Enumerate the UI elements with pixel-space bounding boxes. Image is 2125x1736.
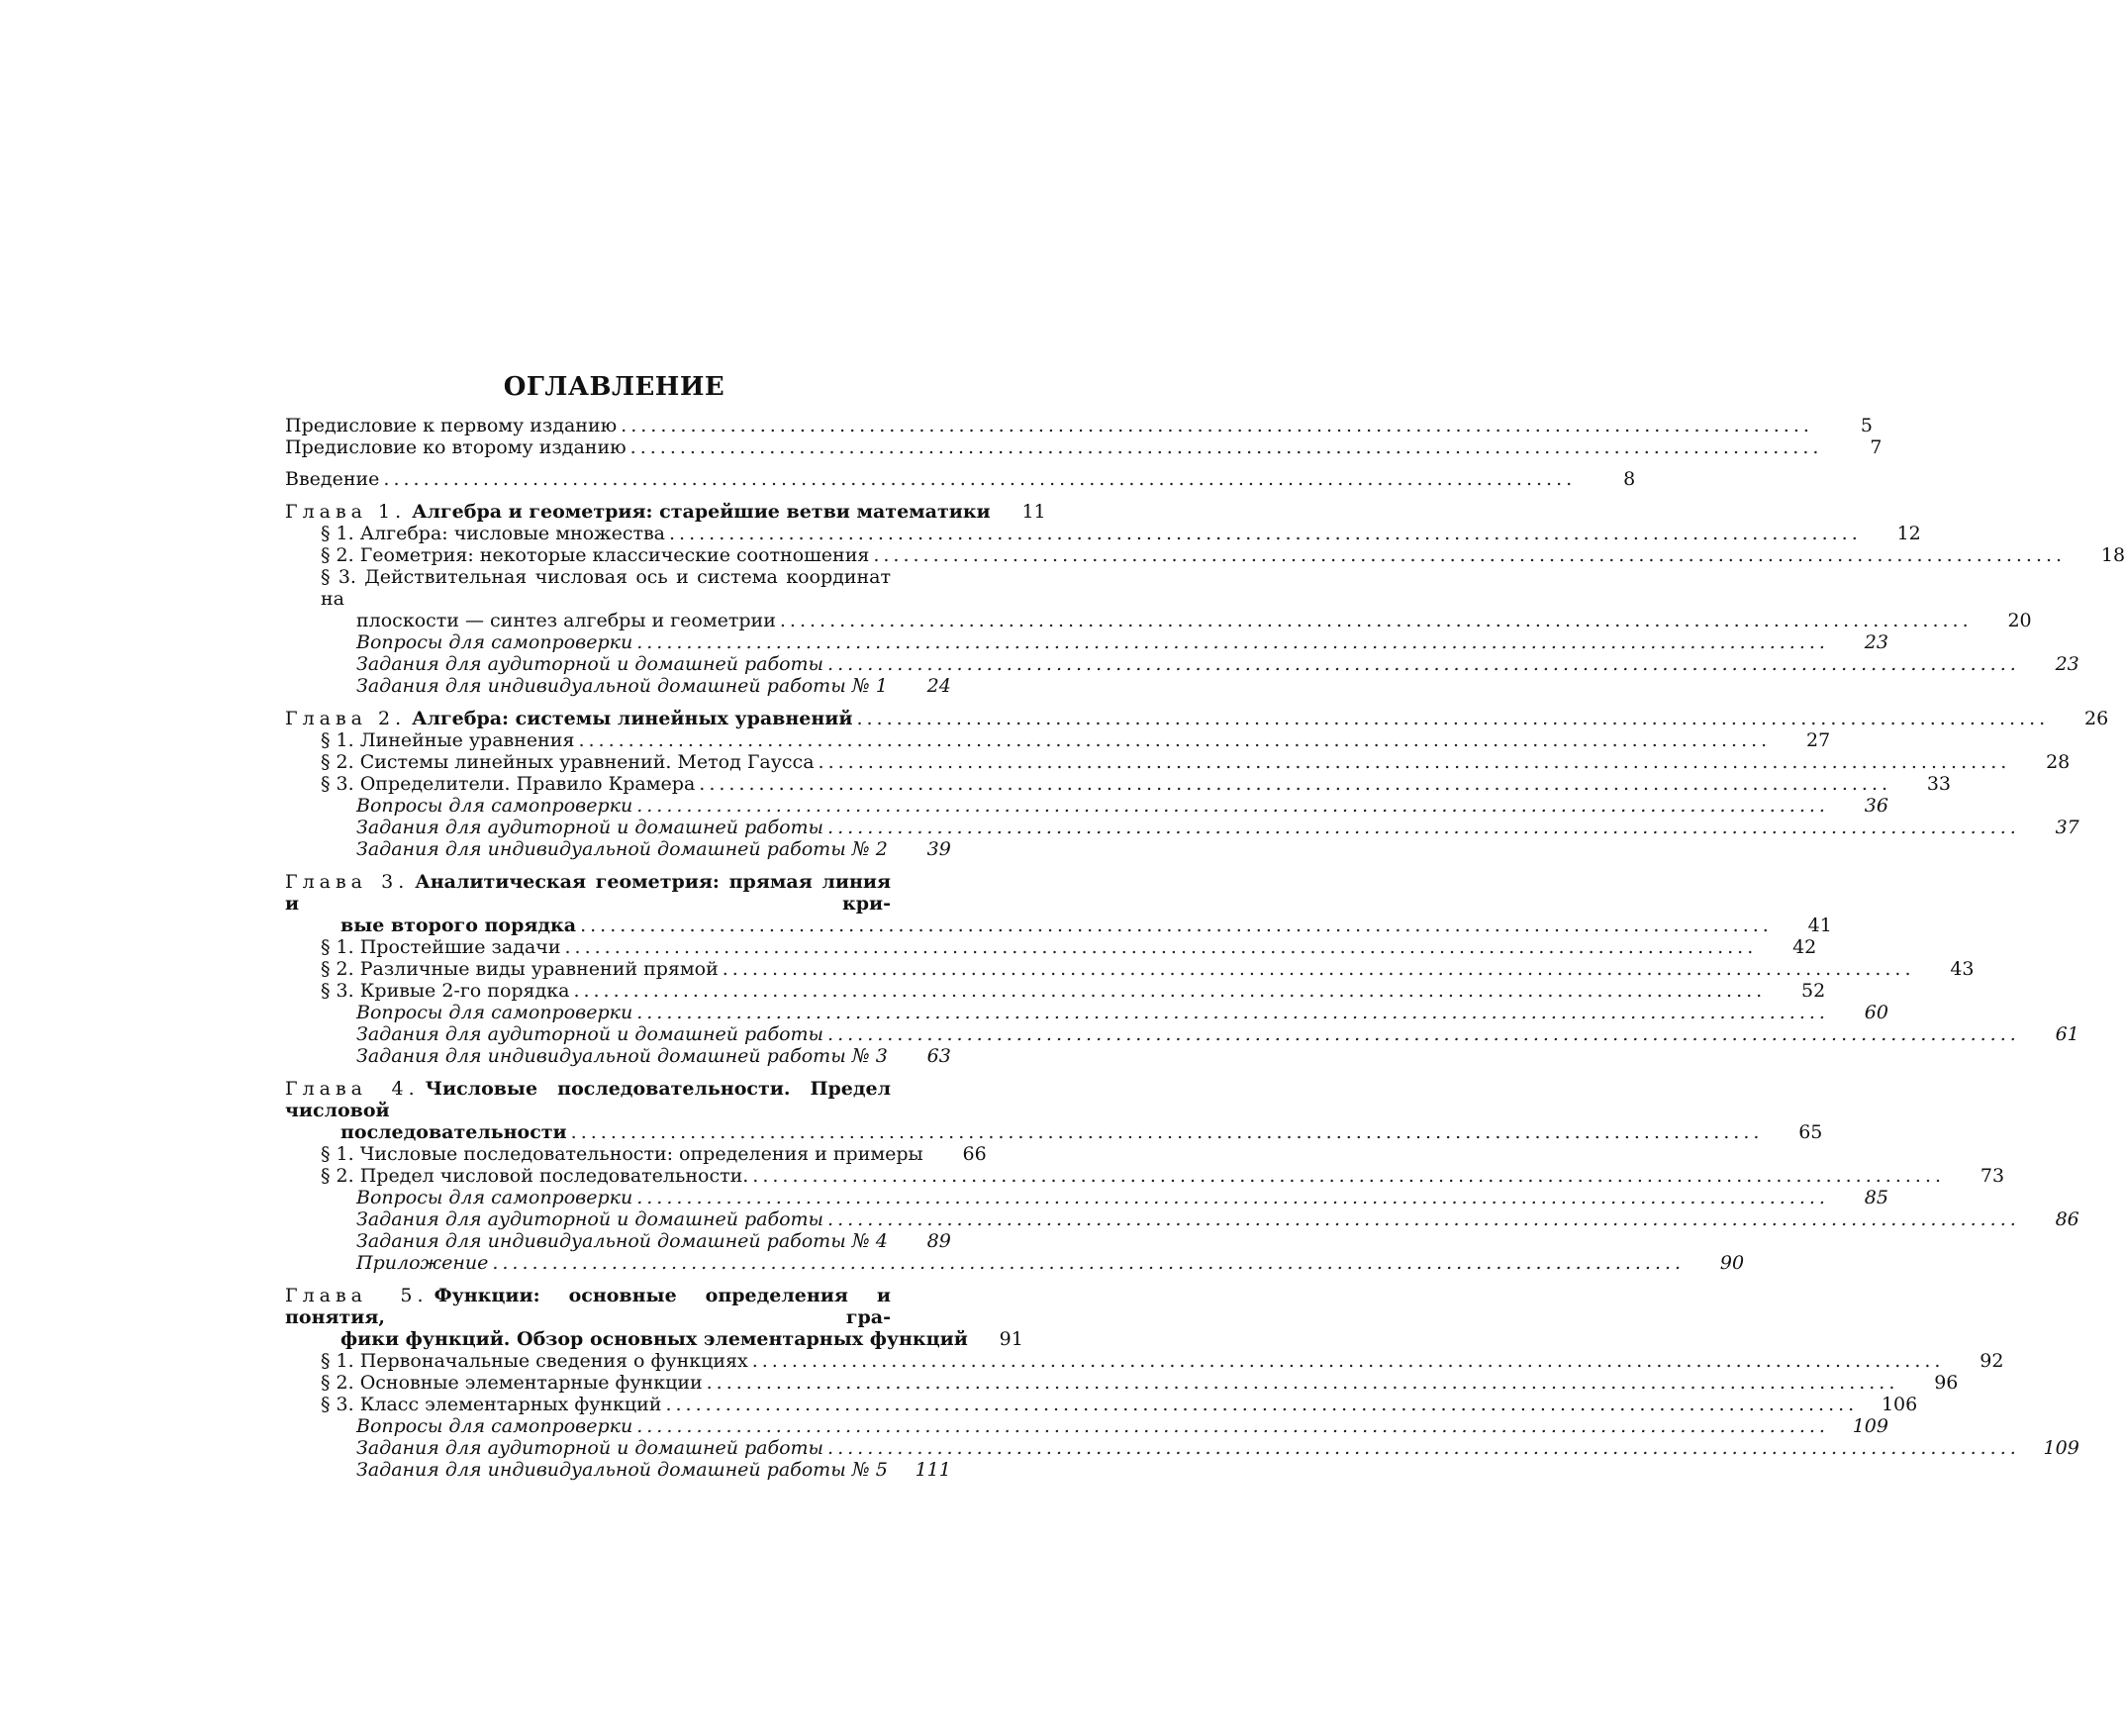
leader-dots: ........................................................................................................................ xyxy=(827,1437,2020,1459)
toc-extra[interactable] xyxy=(285,1187,1888,1208)
entry-text: § 1. Первоначальные сведения о функциях xyxy=(321,1350,748,1372)
leader-dots: ........................................................................................................................ xyxy=(751,1350,1945,1372)
entry-page: 96 xyxy=(1934,1372,1959,1394)
entry-page: 8 xyxy=(1623,468,1636,490)
leader-dots: ........................................................................................................................ xyxy=(629,436,1823,458)
toc-section[interactable] xyxy=(285,544,2125,566)
entry-page: 109 xyxy=(2043,1437,2079,1459)
entry-text: § 1. Числовые последовательности: определения и примеры xyxy=(321,1143,923,1165)
chapter-label: Глава 3. xyxy=(285,871,410,893)
leader-dots: ........................................................................................................................ xyxy=(580,915,1773,936)
toc-section[interactable] xyxy=(285,751,2071,773)
entry-text: § 1. Алгебра: числовые множества xyxy=(321,523,665,544)
entry-page: 65 xyxy=(1798,1121,1823,1143)
leader-dots: ........................................................................................................................ xyxy=(873,544,2067,566)
toc-chapter-2[interactable] xyxy=(285,708,2109,729)
entry-text: Задания для аудиторной и домашней работы xyxy=(356,1208,824,1230)
leader-dots: ........................................................................................................................ xyxy=(706,1372,1899,1394)
entry-text: Вопросы для самопроверки xyxy=(356,1415,633,1437)
entry-text: Предисловие ко второму изданию xyxy=(285,436,627,458)
leader-dots: ........................................................................................................................ xyxy=(564,936,1758,958)
toc-chapter-1[interactable] xyxy=(285,501,1046,523)
entry-text: § 2. Геометрия: некоторые классические соотношения xyxy=(321,544,870,566)
leader-dots: ........................................................................................................................ xyxy=(383,468,1577,490)
entry-text: Задания для индивидуальной домашней работы № 4 xyxy=(356,1230,888,1252)
entry-text: § 1. Линейные уравнения xyxy=(321,729,575,751)
leader-dots: ........................................................................................................................ xyxy=(665,1394,1859,1415)
entry-page: 11 xyxy=(1021,501,1046,523)
leader-dots: ........................................................................................................................ xyxy=(570,1121,1764,1143)
entry-text: Вопросы для самопроверки xyxy=(356,631,633,653)
chapter-title: Алгебра и геометрия: старейшие ветви математики xyxy=(412,501,991,523)
toc-extra[interactable] xyxy=(285,675,951,697)
entry-page: 63 xyxy=(926,1045,951,1067)
entry-page: 28 xyxy=(2046,751,2071,773)
leader-dots: ........................................................................................................................ xyxy=(856,708,2050,729)
chapter-title: Функции: основные определения и понятия, гра- xyxy=(285,1285,892,1328)
toc-section[interactable] xyxy=(285,773,1952,795)
entry-page: 41 xyxy=(1807,915,1832,936)
entry-text: Задания для аудиторной и домашней работы xyxy=(356,653,824,675)
entry-text: Предисловие к первому изданию xyxy=(285,415,618,436)
toc-chapter-5[interactable] xyxy=(285,1285,946,1328)
toc-chapter-4-continued[interactable] xyxy=(285,1121,1823,1143)
entry-page: 85 xyxy=(1864,1187,1888,1208)
entry-text: § 3. Класс элементарных функций xyxy=(321,1394,662,1415)
toc-extra[interactable] xyxy=(285,1023,2079,1045)
entry-page: 92 xyxy=(1980,1350,2004,1372)
chapter-label: Глава 4. xyxy=(285,1078,420,1100)
entry-page: 42 xyxy=(1792,936,1817,958)
entry-page: 111 xyxy=(915,1459,951,1481)
chapter-title-continued: вые второго порядка xyxy=(340,915,577,936)
toc-chapter-4[interactable] xyxy=(285,1078,946,1121)
toc-extra[interactable] xyxy=(285,795,1888,817)
entry-text: Задания для индивидуальной домашней работы № 5 xyxy=(356,1459,888,1481)
leader-dots: ........................................................................................................................ xyxy=(621,415,1813,436)
chapter-label: Глава 2. xyxy=(285,708,407,729)
table-of-contents xyxy=(285,415,2125,1481)
toc-chapter-5-continued[interactable] xyxy=(285,1328,1023,1350)
entry-page: 5 xyxy=(1860,415,1873,436)
entry-page: 43 xyxy=(1950,958,1975,980)
toc-extra[interactable] xyxy=(285,1002,1888,1023)
toc-entry-preface-2[interactable] xyxy=(285,436,1883,458)
toc-section[interactable] xyxy=(285,566,946,610)
leader-dots: ........................................................................................................................ xyxy=(818,751,2011,773)
entry-page: 24 xyxy=(926,675,951,697)
toc-extra[interactable] xyxy=(285,817,2079,838)
leader-dots: ........................................................................................................................ xyxy=(492,1252,1686,1274)
chapter-title-continued: фики функций. Обзор основных элементарных функций xyxy=(340,1328,968,1350)
toc-extra[interactable] xyxy=(285,1252,1745,1274)
leader-dots: ........................................................................................................................ xyxy=(636,631,1829,653)
leader-dots: ........................................................................................................................ xyxy=(636,1415,1829,1437)
entry-page: 66 xyxy=(962,1143,987,1165)
entry-page: 23 xyxy=(1864,631,1888,653)
entry-text: Задания для индивидуальной домашней работы № 1 xyxy=(356,675,888,697)
entry-text: Приложение xyxy=(356,1252,489,1274)
leader-dots: ........................................................................................................................ xyxy=(827,1023,2020,1045)
entry-text: Задания для аудиторной и домашней работы xyxy=(356,1023,824,1045)
entry-text: Задания для индивидуальной домашней работы № 2 xyxy=(356,838,888,860)
toc-extra[interactable] xyxy=(285,1437,2079,1459)
toc-entry-preface-1[interactable] xyxy=(285,415,1873,436)
toc-section[interactable] xyxy=(285,1350,2004,1372)
entry-page: 23 xyxy=(2055,653,2079,675)
leader-dots: ........................................................................................................................ xyxy=(699,773,1892,795)
chapter-title: Числовые последовательности. Предел числовой xyxy=(285,1078,891,1121)
leader-dots: ........................................................................................................................ xyxy=(722,958,1915,980)
leader-dots: ........................................................................................................................ xyxy=(827,1208,2020,1230)
entry-page: 109 xyxy=(1852,1415,1888,1437)
entry-text: Введение xyxy=(285,468,380,490)
entry-text: § 2. Системы линейных уравнений. Метод Гаусса xyxy=(321,751,815,773)
leader-dots: ........................................................................................................................ xyxy=(636,1002,1829,1023)
toc-extra[interactable] xyxy=(285,1459,951,1481)
entry-page: 7 xyxy=(1870,436,1883,458)
toc-section[interactable] xyxy=(285,936,1817,958)
entry-page: 90 xyxy=(1719,1252,1745,1274)
toc-extra[interactable] xyxy=(285,1230,951,1252)
chapter-title-continued: последовательности xyxy=(340,1121,567,1143)
entry-text: Задания для аудиторной и домашней работы xyxy=(356,817,824,838)
toc-chapter-3-continued[interactable] xyxy=(285,915,1832,936)
toc-section[interactable] xyxy=(285,729,1831,751)
chapter-title: Алгебра: системы линейных уравнений xyxy=(412,708,853,729)
leader-dots: ........................................................................................................................ xyxy=(573,980,1767,1002)
toc-section[interactable] xyxy=(285,1394,1918,1415)
leader-dots: ........................................................................................................................ xyxy=(636,795,1829,817)
toc-extra[interactable] xyxy=(285,653,2079,675)
entry-text: § 3. Определители. Правило Крамера xyxy=(321,773,696,795)
toc-extra[interactable] xyxy=(285,838,951,860)
leader-dots: ........................................................................................................................ xyxy=(578,729,1772,751)
entry-page: 20 xyxy=(2007,610,2032,631)
leader-dots: ........................................................................................................................ xyxy=(827,653,2020,675)
entry-text: Вопросы для самопроверки xyxy=(356,795,633,817)
toc-extra[interactable] xyxy=(285,631,1888,653)
entry-page: 37 xyxy=(2055,817,2079,838)
entry-page: 36 xyxy=(1864,795,1888,817)
toc-section[interactable] xyxy=(285,1165,2005,1187)
entry-page: 12 xyxy=(1896,523,1921,544)
toc-section[interactable] xyxy=(285,958,1975,980)
chapter-label: Глава 5. xyxy=(285,1285,429,1306)
toc-section[interactable] xyxy=(285,1143,987,1165)
entry-text: Задания для индивидуальной домашней работы № 3 xyxy=(356,1045,888,1067)
chapter-label: Глава 1. xyxy=(285,501,407,523)
page-title: ОГЛАВЛЕНИЕ xyxy=(503,372,725,402)
entry-page: 60 xyxy=(1864,1002,1888,1023)
toc-section[interactable] xyxy=(285,1372,1959,1394)
entry-page: 52 xyxy=(1801,980,1826,1002)
toc-section[interactable] xyxy=(285,523,1921,544)
leader-dots: ........................................................................................................................ xyxy=(636,1187,1829,1208)
entry-text: § 3. Действительная числовая ось и система координат на xyxy=(321,566,891,610)
entry-text: плоскости — синтез алгебры и геометрии xyxy=(356,610,776,631)
toc-extra[interactable] xyxy=(285,1415,1888,1437)
toc-chapter-3[interactable] xyxy=(285,871,946,915)
toc-section[interactable] xyxy=(285,980,1826,1002)
entry-text: § 2. Различные виды уравнений прямой xyxy=(321,958,719,980)
toc-section-continued[interactable] xyxy=(285,610,2032,631)
entry-page: 91 xyxy=(999,1328,1023,1350)
toc-extra[interactable] xyxy=(285,1045,951,1067)
entry-page: 33 xyxy=(1926,773,1952,795)
entry-text: Задания для аудиторной и домашней работы xyxy=(356,1437,824,1459)
entry-page: 18 xyxy=(2100,544,2125,566)
entry-text: Вопросы для самопроверки xyxy=(356,1002,633,1023)
entry-text: § 3. Кривые 2-го порядка xyxy=(321,980,570,1002)
entry-page: 26 xyxy=(2084,708,2109,729)
entry-text: Вопросы для самопроверки xyxy=(356,1187,633,1208)
entry-page: 39 xyxy=(926,838,951,860)
leader-dots: ........................................................................................................................ xyxy=(827,817,2020,838)
entry-page: 89 xyxy=(926,1230,951,1252)
leader-dots: ........................................................................................................................ xyxy=(669,523,1862,544)
entry-text: § 2. Предел числовой последовательности. xyxy=(321,1165,749,1187)
entry-page: 73 xyxy=(1980,1165,2005,1187)
entry-text: § 1. Простейшие задачи xyxy=(321,936,561,958)
entry-page: 27 xyxy=(1806,729,1831,751)
entry-page: 106 xyxy=(1881,1394,1918,1415)
chapter-title: Аналитическая геометрия: прямая линия и кри- xyxy=(285,871,891,915)
toc-entry-intro[interactable] xyxy=(285,468,1636,490)
entry-page: 61 xyxy=(2055,1023,2079,1045)
entry-page: 86 xyxy=(2055,1208,2079,1230)
toc-extra[interactable] xyxy=(285,1208,2079,1230)
entry-text: § 2. Основные элементарные функции xyxy=(321,1372,703,1394)
leader-dots: ........................................................................................................................ xyxy=(752,1165,1946,1187)
leader-dots: ........................................................................................................................ xyxy=(779,610,1973,631)
